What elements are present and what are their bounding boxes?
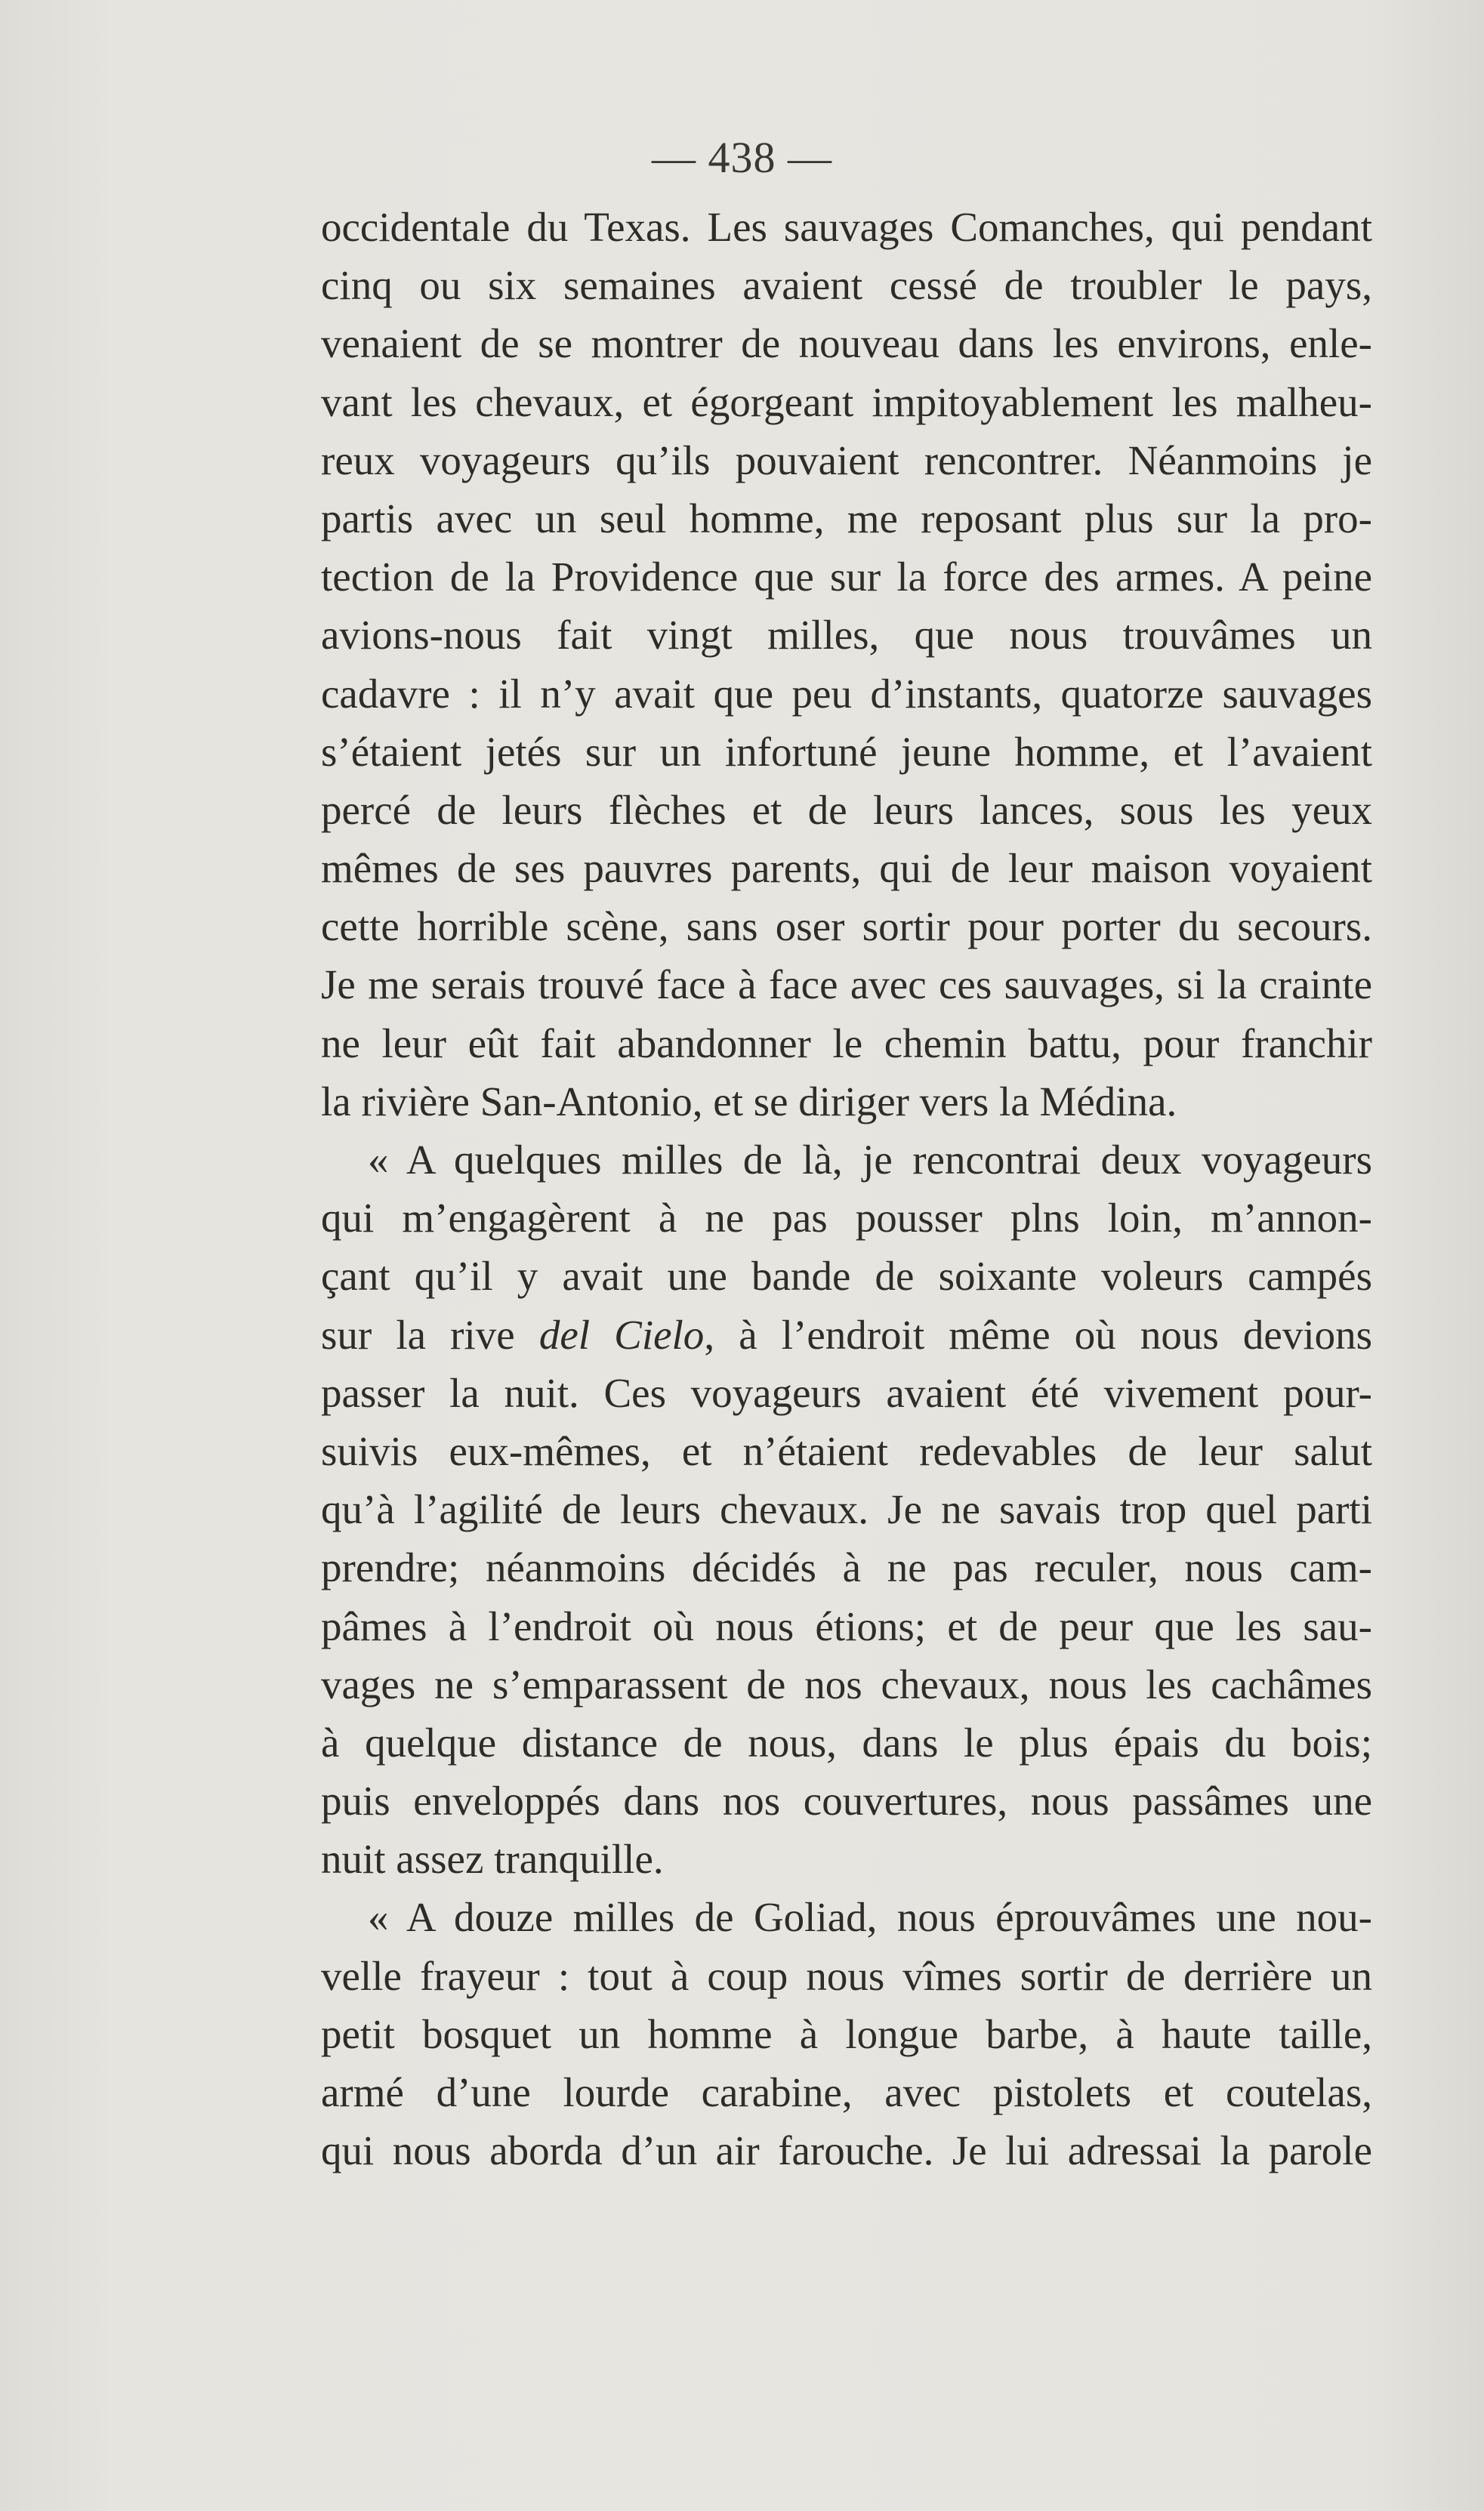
text-line: tection de la Providence que sur la force des armes. A peine	[321, 554, 1372, 600]
text-line: armé d’une lourde carabine, avec pistolets et coutelas,	[321, 2069, 1372, 2115]
text-line: reux voyageurs qu’ils pouvaient rencontrer. Néanmoins je	[321, 436, 1372, 483]
paragraph-start-line: « A quelques milles de là, je rencontrai deux voyageurs	[368, 1137, 1372, 1183]
text-line: percé de leurs flèches et de leurs lances, sous les yeux	[321, 786, 1372, 833]
text-line: ne leur eût fait abandonner le chemin battu, pour franchir	[321, 1020, 1372, 1066]
text-line: pâmes à l’endroit où nous étions; et de peur que les sau-	[321, 1603, 1372, 1649]
text-line: vant les chevaux, et égorgeant impitoyablement les malheu-	[321, 378, 1372, 425]
text-line: cette horrible scène, sans oser sortir pour porter du secours.	[321, 903, 1372, 950]
paragraph-end-line: nuit assez tranquille.	[321, 1836, 664, 1883]
text-line: petit bosquet un homme à longue barbe, à haute taille,	[321, 2010, 1372, 2057]
text-segment: , à l’endroit même où nous devions	[704, 1311, 1373, 1358]
text-line: qu’à l’agilité de leurs chevaux. Je ne savais trop quel parti	[321, 1486, 1372, 1533]
text-line: à quelque distance de nous, dans le plus épais du bois;	[321, 1719, 1372, 1766]
text-line: suivis eux-mêmes, et n’étaient redevables de leur salut	[321, 1427, 1372, 1474]
text-line: velle frayeur : tout à coup nous vîmes sortir de derrière un	[321, 1952, 1372, 1999]
text-line: cinq ou six semaines avaient cessé de troubler le pays,	[321, 262, 1372, 309]
text-line: passer la nuit. Ces voyageurs avaient été vivement pour-	[321, 1369, 1372, 1416]
page-number: — 438 —	[652, 133, 832, 182]
text-line-with-italic	[321, 1306, 1372, 1364]
text-line: occidentale du Texas. Les sauvages Comanches, qui pendant	[321, 204, 1372, 250]
body-text	[321, 198, 1372, 2179]
paragraph-start-line: « A douze milles de Goliad, nous éprouvâmes une nou-	[368, 1894, 1372, 1941]
italic-place-name: del Cielo	[538, 1311, 705, 1358]
text-line: çant qu’il y avait une bande de soixante voleurs campés	[321, 1253, 1372, 1300]
text-line: partis avec un seul homme, me reposant plus sur la pro-	[321, 495, 1372, 541]
text-line: vages ne s’emparassent de nos chevaux, nous les cachâmes	[321, 1661, 1372, 1707]
text-line: prendre; néanmoins décidés à ne pas reculer, nous cam-	[321, 1544, 1372, 1591]
text-line: cadavre : il n’y avait que peu d’instants, quatorze sauvages	[321, 670, 1372, 717]
text-segment: sur la rive	[321, 1311, 515, 1358]
text-line: Je me serais trouvé face à face avec ces sauvages, si la crainte	[321, 961, 1372, 1008]
text-line: puis enveloppés dans nos couvertures, nous passâmes une	[321, 1778, 1372, 1825]
text-line: s’étaient jetés sur un infortuné jeune homme, et l’avaient	[321, 728, 1372, 775]
text-line: qui nous aborda d’un air farouche. Je lui adressai la parole	[321, 2127, 1372, 2174]
paragraph-end-line: la rivière San-Antonio, et se diriger vers la Médina.	[321, 1078, 1177, 1124]
text-line: qui m’engagèrent à ne pas pousser plns loin, m’annon-	[321, 1195, 1372, 1242]
text-line: mêmes de ses pauvres parents, qui de leur maison voyaient	[321, 845, 1372, 892]
text-line: avions-nous fait vingt milles, que nous trouvâmes un	[321, 612, 1372, 659]
text-line: venaient de se montrer de nouveau dans les environs, enle-	[321, 320, 1372, 367]
